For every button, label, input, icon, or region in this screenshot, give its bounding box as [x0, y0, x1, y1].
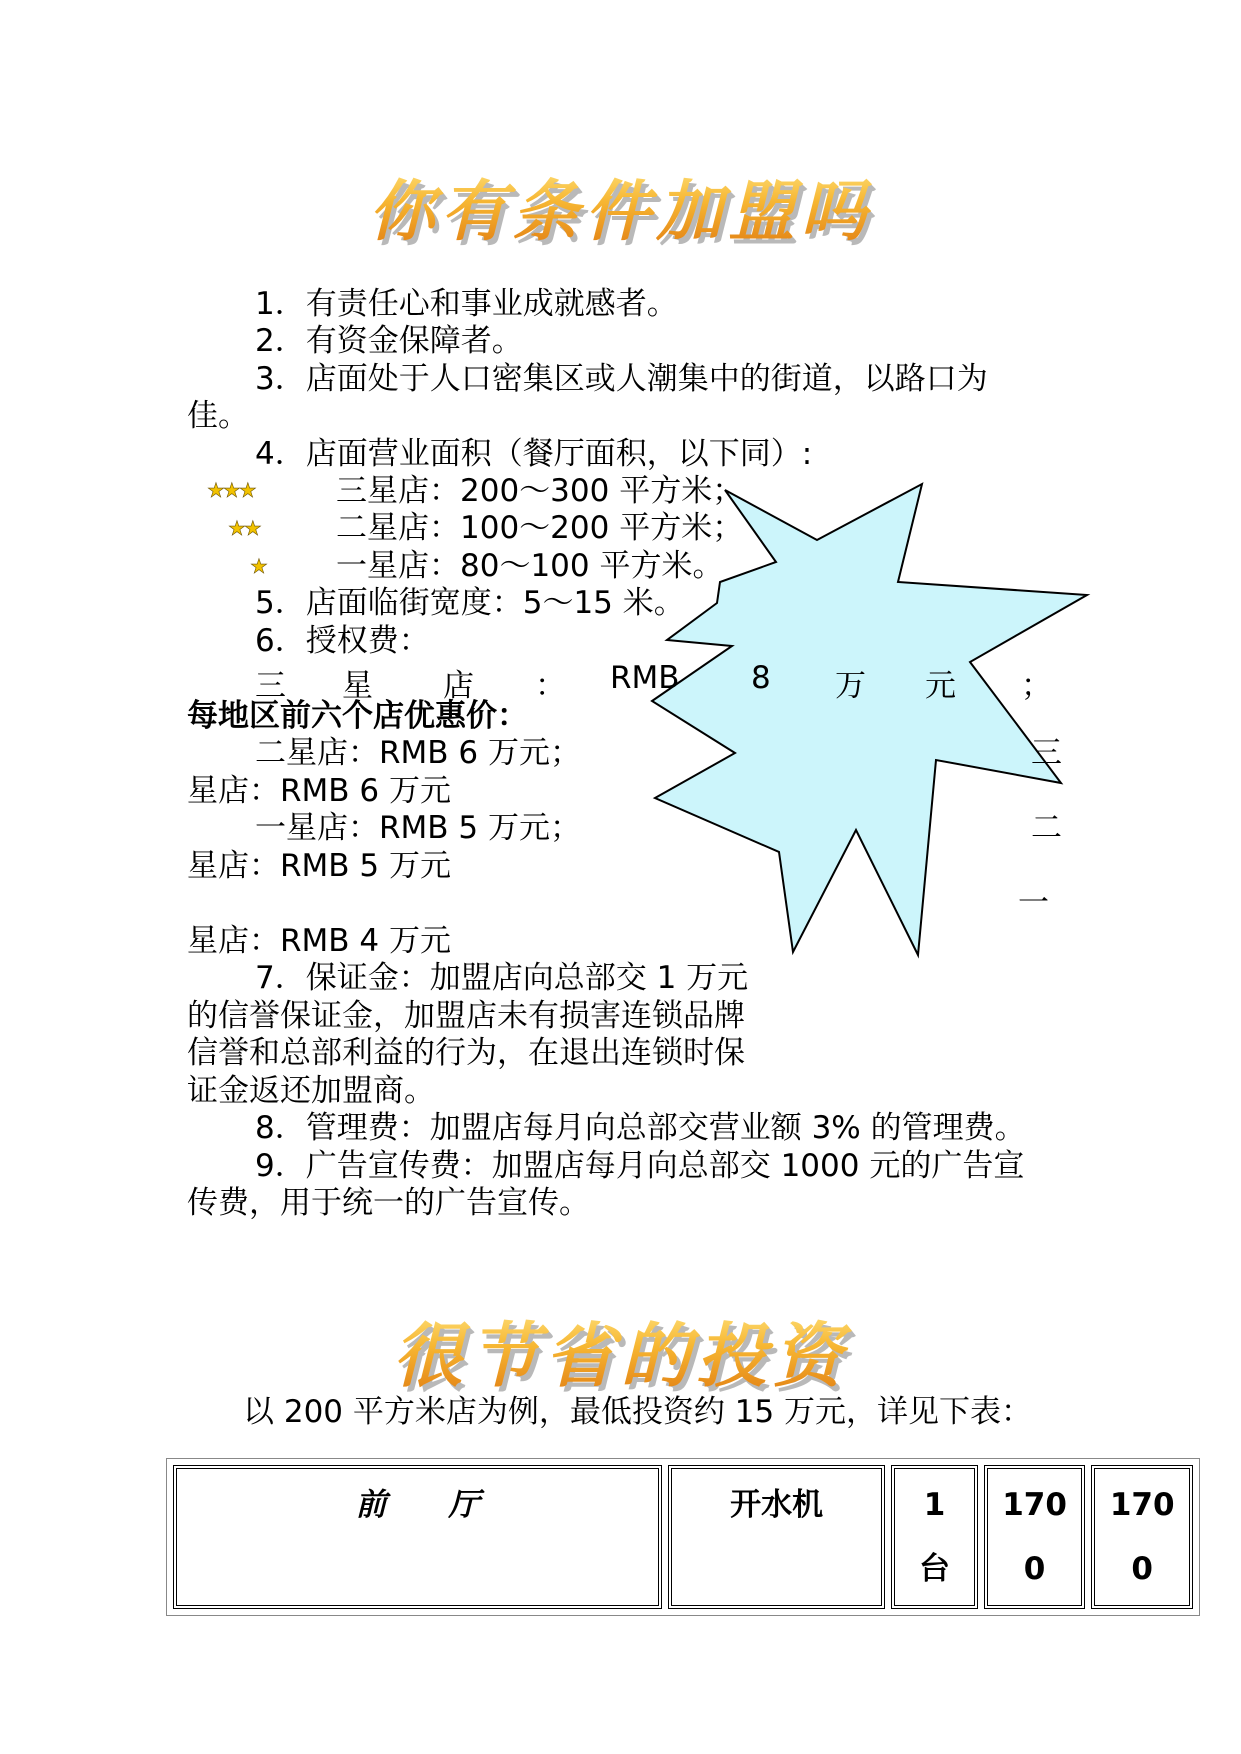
investment-intro: 以 200 平方米店为例，最低投资约 15 万元，详见下表： — [243, 1394, 1033, 1430]
condition-2: 2．有资金保障者。 — [255, 323, 523, 359]
condition-9-line1: 9．广告宣传费：加盟店每月向总部交 1000 元的广告宣 — [255, 1148, 1025, 1184]
cell-area: 前 厅 — [173, 1465, 662, 1609]
condition-4: 4．店面营业面积（餐厅面积，以下同）: — [255, 436, 813, 472]
discount-one-head: 一 — [1018, 885, 1049, 921]
fee-part: 元 — [925, 668, 956, 704]
fee-part: 万 — [835, 668, 866, 704]
cell-qty-line1: 1 — [923, 1487, 946, 1523]
condition-7-line3: 信誉和总部利益的行为，在退出连锁时保 — [187, 1035, 745, 1071]
fee-part: RMB — [610, 660, 680, 696]
condition-5: 5．店面临街宽度：5～15 米。 — [255, 585, 685, 621]
cell-price-line2: 0 — [1023, 1551, 1046, 1587]
fee-two-star: 二星店：RMB 6 万元； — [255, 735, 581, 771]
fee-part: ： — [535, 668, 566, 704]
cell-price-line1: 170 — [1002, 1487, 1067, 1523]
fee-part: 星 — [342, 668, 373, 704]
cell-qty-line2: 台 — [918, 1551, 950, 1587]
cell-total-line1: 170 — [1109, 1487, 1175, 1523]
one-star-icon: ★ — [250, 554, 266, 578]
discount-two-tail: 星店：RMB 5 万元 — [187, 848, 451, 884]
condition-8: 8．管理费：加盟店每月向总部交营业额 3% 的管理费。 — [255, 1110, 1026, 1146]
discount-two-head: 二 — [1031, 810, 1062, 846]
fee-part: 三 — [255, 668, 286, 704]
cell-total — [1091, 1465, 1193, 1609]
three-star-icon: ★★★ — [207, 478, 255, 502]
fee-part: 8 — [751, 660, 771, 696]
one-star-area: 一星店：80～100 平方米。 — [336, 548, 724, 584]
heading-investment: 很节省的投资 — [0, 1300, 1241, 1401]
discount-heading: 每地区前六个店优惠价： — [187, 698, 528, 734]
discount-three-head: 三 — [1031, 735, 1062, 771]
cell-qty — [891, 1465, 978, 1609]
cell-price — [984, 1465, 1086, 1609]
fee-three-star-row — [255, 660, 1055, 704]
fee-part: 店 — [443, 668, 474, 704]
condition-7-line4: 证金返还加盟商。 — [187, 1073, 435, 1109]
fee-part: ； — [1021, 668, 1052, 704]
heading-join-conditions: 你有条件加盟吗 — [0, 158, 1241, 253]
two-star-icon: ★★ — [228, 516, 260, 540]
discount-three-tail: 星店：RMB 6 万元 — [187, 773, 451, 809]
condition-6: 6．授权费： — [255, 623, 430, 659]
fee-one-star: 一星店：RMB 5 万元； — [255, 810, 581, 846]
cell-total-line2: 0 — [1131, 1551, 1153, 1587]
condition-1: 1．有责任心和事业成就感者。 — [255, 286, 678, 322]
condition-9-line2: 传费，用于统一的广告宣传。 — [187, 1185, 590, 1221]
discount-one-tail: 星店：RMB 4 万元 — [187, 923, 451, 959]
condition-7-line2: 的信誉保证金，加盟店未有损害连锁品牌 — [187, 998, 745, 1034]
condition-3-line2: 佳。 — [187, 398, 249, 434]
two-star-area: 二星店：100～200 平方米； — [336, 510, 744, 546]
investment-table — [166, 1458, 1200, 1616]
cell-item: 开水机 — [668, 1465, 885, 1609]
condition-3-line1: 3．店面处于人口密集区或人潮集中的街道，以路口为 — [255, 361, 988, 397]
condition-7-line1: 7．保证金：加盟店向总部交 1 万元 — [255, 960, 749, 996]
table-row — [173, 1465, 1193, 1609]
three-star-area: 三星店：200～300 平方米； — [336, 473, 744, 509]
